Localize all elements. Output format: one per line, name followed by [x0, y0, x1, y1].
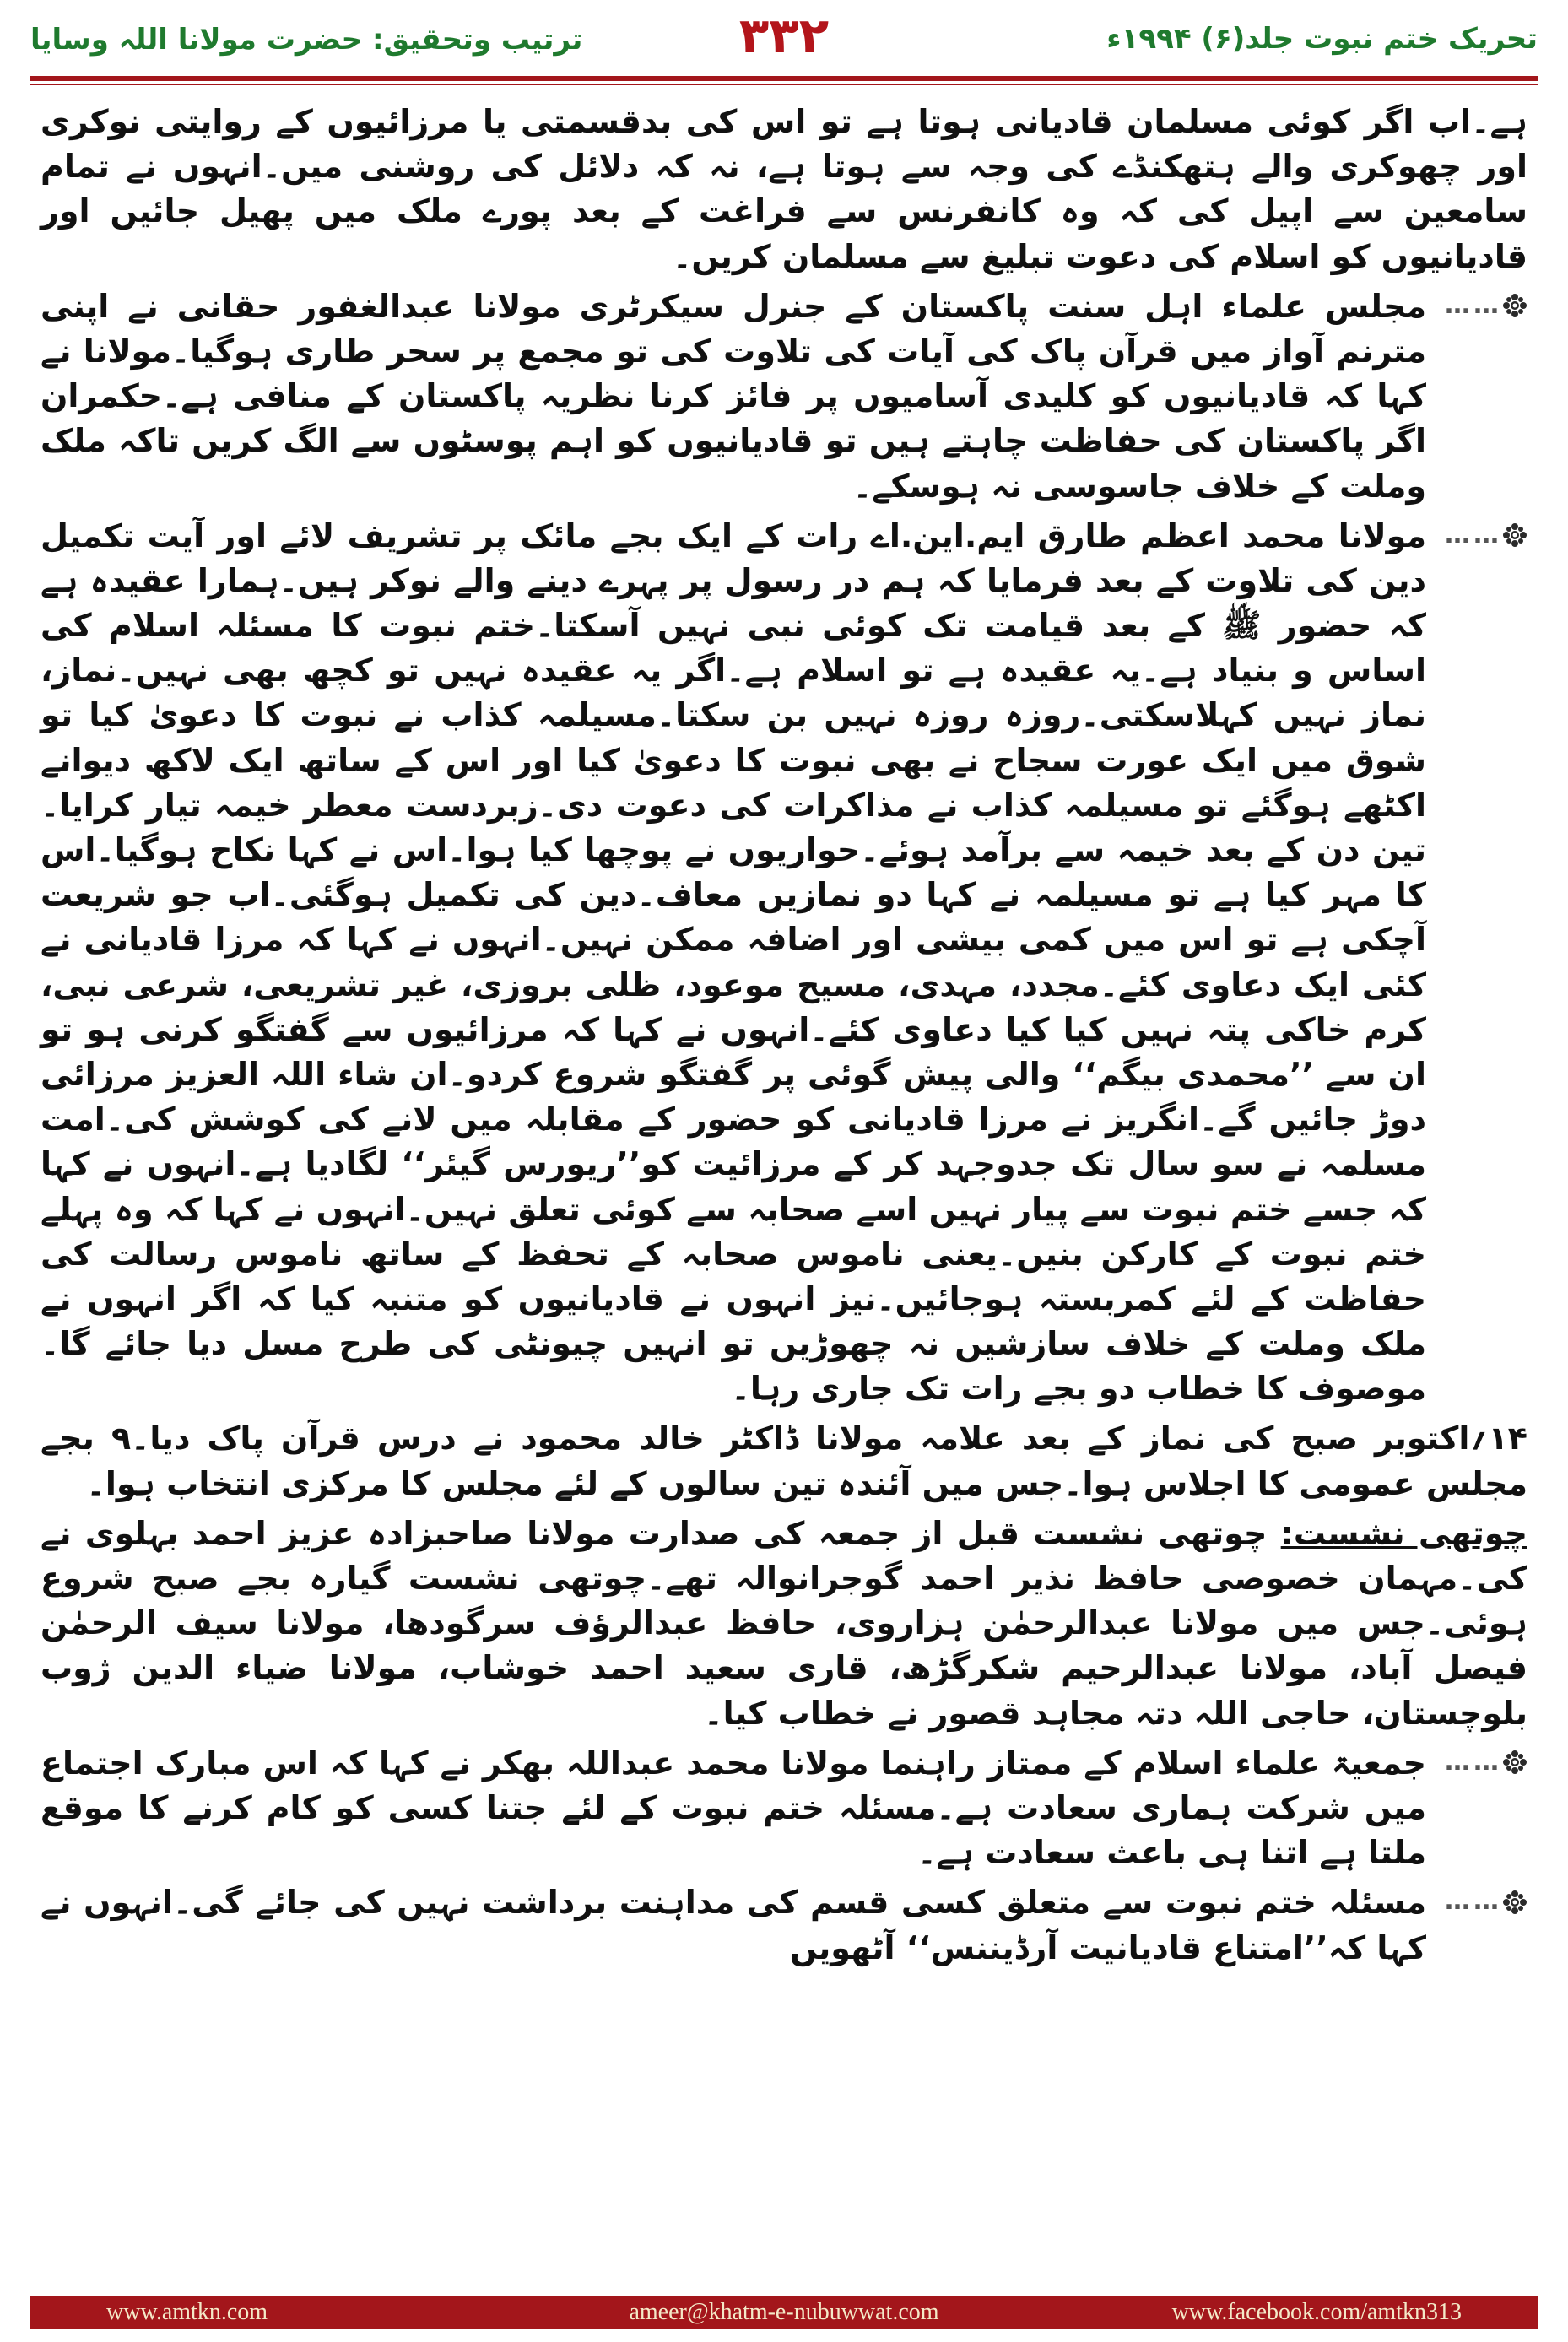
bullet-paragraph: [41, 284, 1527, 509]
header-rule-thin: [30, 84, 1538, 85]
flower-bullet-icon: ……: [1435, 517, 1527, 551]
bullet-text: مجلس علماء اہل سنت پاکستان کے جنرل سیکرٹری مولانا عبدالغفور حقانی نے اپنی مترنم آواز میں قرآن پاک کی آیات کی تلاوت کی تو مجمع پر سحر طاری ہوگیا۔مولانا نے کہا کہ قادیانیوں کو کلیدی آسامیوں پر فائز کرنا نظریہ پاکستان کے منافی ہے۔حکمران اگر پاکستان کی حفاظت چاہتے ہیں تو قادیانیوں کو اہم پوسٹوں سے الگ کریں تاکہ ملک وملت کے خلاف جاسوسی نہ ہوسکے۔: [41, 287, 1426, 505]
book-title: تحریک ختم نبوت جلد(۶) ۱۹۹۴ء: [1106, 22, 1538, 56]
flower-bullet-icon: ……: [1435, 1884, 1527, 1917]
bullet-paragraph: [41, 1880, 1527, 1970]
flower-bullet-icon: ……: [1435, 1744, 1527, 1778]
website-link[interactable]: www.amtkn.com: [106, 2299, 268, 2325]
session-heading: چوتھی نشست:: [1280, 1514, 1527, 1552]
page-header: [0, 0, 1568, 76]
bullet-text: جمعیۃ علماء اسلام کے ممتاز راہنما مولانا محمد عبداللہ بھکر نے کہا کہ اس مبارک اجتماع میں شرکت ہماری سعادت ہے۔مسئلہ ختم نبوت کے لئے جتنا کسی کو کام کرنے کا موقع ملتا ہے اتنا ہی باعث سعادت ہے۔: [41, 1744, 1426, 1872]
session-paragraph: [41, 1512, 1527, 1736]
session-text: چوتھی نشست قبل از جمعہ کی صدارت مولانا صاحبزادہ عزیز احمد بہلوی نے کی۔مہمان خصوصی حافظ نذیر احمد گوجرانوالہ تھے۔چوتھی نشست گیارہ بجے صبح شروع ہوئی۔جس میں مولانا عبدالرحمٰن ہزاروی، حافظ عبدالرؤف سرگودھا، مولانا سیف الرحمٰن فیصل آباد، مولانا عبدالرحیم شکرگڑھ، قاری سعید احمد خوشاب، مولانا ضیاء الدین ژوب بلوچستان، حاجی اللہ دتہ مجاہد قصور نے خطاب کیا۔: [41, 1514, 1527, 1732]
flower-bullet-icon: ……: [1435, 288, 1527, 322]
bullet-text: مولانا محمد اعظم طارق ایم.این.اے رات کے ایک بجے مائک پر تشریف لائے اور آیت تکمیل دین کی تلاوت کے بعد فرمایا کہ ہم در رسول پر پہرے دینے والے نوکر ہیں۔ہمارا عقیدہ ہے کہ حضور ﷺ کے بعد قیامت تک کوئی نبی نہیں آسکتا۔ختم نبوت کا مسئلہ اسلام کی اساس و بنیاد ہے۔یہ عقیدہ ہے تو اسلام ہے۔اگر یہ عقیدہ نہیں تو کچھ بھی نہیں۔نماز، نماز نہیں کہلاسکتی۔روزہ روزہ نہیں بن سکتا۔مسیلمہ کذاب نے نبوت کا دعویٰ کیا تو شوق میں ایک عورت سجاح نے بھی نبوت کا دعویٰ کیا اور اس کے ساتھ ایک لاکھ دیوانے اکٹھے ہوگئے تو مسیلمہ کذاب نے مذاکرات کی دعوت دی۔زبردست معطر خیمہ تیار کرایا۔تین دن کے بعد خیمہ سے برآمد ہوئے۔حواریوں نے پوچھا کیا ہوا۔اس نے کہا نکاح ہوگیا۔اس کا مہر کیا ہے تو مسیلمہ نے کہا دو نمازیں معاف۔دین کی تکمیل ہوگئی۔اب جو شریعت آچکی ہے تو اس میں کمی بیشی اور اضافہ ممکن نہیں۔انہوں نے کہا کہ مرزا قادیانی نے کئی ایک دعاوی کئے۔مجدد، مہدی، مسیح موعود، ظلی بروزی، غیر تشریعی، شرعی نبی، کرم خاکی پتہ نہیں کیا کیا دعاوی کئے۔انہوں نے کہا کہ مرزائیوں سے گفتگو کرنی ہو تو ان سے ’’محمدی بیگم‘‘ والی پیش گوئی پر گفتگو شروع کردو۔ان شاء اللہ العزیز مرزائی دوڑ جائیں گے۔انگریز نے مرزا قادیانی کو حضور کے مقابلہ میں لانے کی کوشش کی۔امت مسلمہ نے سو سال تک جدوجہد کر کے مرزائیت کو’’ریورس گیئر‘‘ لگادیا ہے۔انہوں نے کہا کہ جسے ختم نبوت سے پیار نہیں اسے صحابہ سے کوئی تعلق نہیں۔انہوں نے کہا کہ وہ پہلے ختم نبوت کے کارکن بنیں۔یعنی ناموس صحابہ کے تحفظ کے ساتھ ناموس رسالت کی حفاظت کے لئے کمربستہ ہوجائیں۔نیز انہوں نے قادیانیوں کو متنبہ کیا کہ اگر انہوں نے ملک وملت کے خلاف سازشیں نہ چھوڑیں تو انہیں چیونٹی کی طرح مسل دیا جائے گا۔موصوف کا خطاب دو بجے رات تک جاری رہا۔: [41, 517, 1426, 1408]
bullet-paragraph: [41, 514, 1527, 1412]
editor-credit: ترتیب وتحقیق: حضرت مولانا اللہ وسایا: [30, 23, 583, 57]
facebook-link[interactable]: www.facebook.com/amtkn313: [1171, 2299, 1462, 2325]
main-text: [41, 100, 1527, 2235]
email-link[interactable]: ameer@khatm-e-nubuwwat.com: [629, 2299, 939, 2325]
paragraph: ۱۴؍اکتوبر صبح کی نماز کے بعد علامہ مولانا ڈاکٹر خالد محمود نے درس قرآن پاک دیا۔۹ بجے مجلس عمومی کا اجلاس ہوا۔جس میں آئندہ تین سالوں کے لئے مجلس کا مرکزی انتخاب ہوا۔: [41, 1420, 1527, 1502]
page-number: ۳۳۲: [738, 7, 830, 64]
bullet-paragraph: [41, 1741, 1527, 1876]
page-footer: [30, 2296, 1538, 2329]
paragraph: ہے۔اب اگر کوئی مسلمان قادیانی ہوتا ہے تو اس کی بدقسمتی یا مرزائیوں کے روایتی نوکری اور چھوکری والے ہتھکنڈے کی وجہ سے ہوتا ہے، نہ کہ دلائل کی روشنی میں۔انہوں نے تمام سامعین سے اپیل کی کہ وہ کانفرنس سے فراغت کے بعد پورے ملک میں پھیل جائیں اور قادیانیوں کو اسلام کی دعوت تبلیغ سے مسلمان کریں۔: [41, 103, 1527, 275]
bullet-text: مسئلہ ختم نبوت سے متعلق کسی قسم کی مداہنت برداشت نہیں کی جائے گی۔انہوں نے کہا کہ’’امتناع قادیانیت آرڈیننس‘‘ آٹھویں: [41, 1884, 1426, 1966]
header-rule: [30, 76, 1538, 81]
